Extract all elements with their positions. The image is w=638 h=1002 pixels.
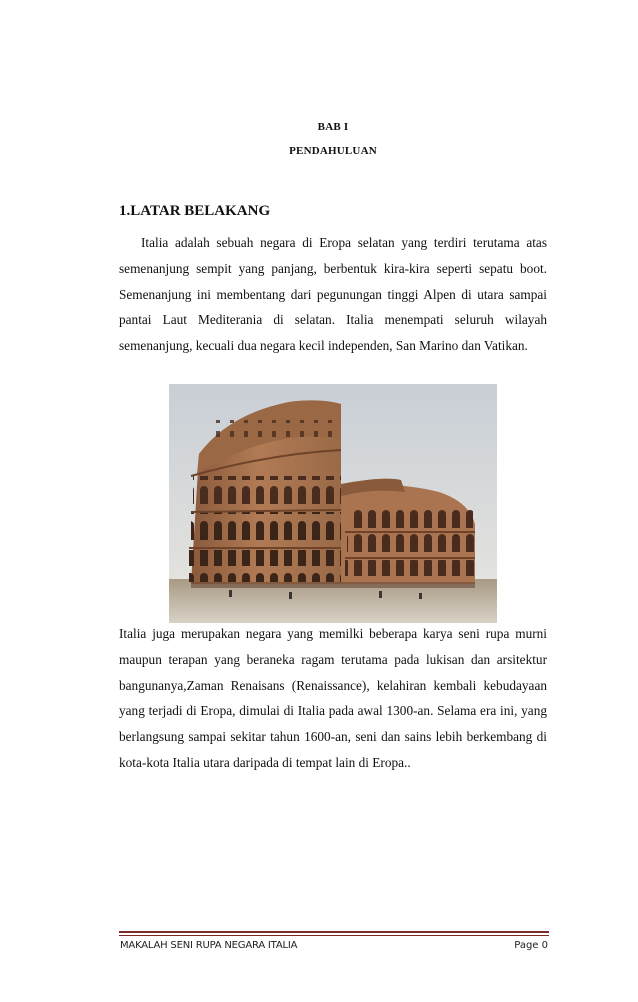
- footer-rule-thin: [119, 935, 549, 936]
- paragraph-intro: Italia adalah sebuah negara di Eropa selatan yang terdiri terutama atas semenanjung sempit yang panjang, berbentuk kira-kira seperti sepatu boot. Semenanjung ini membentang dari pegunungan tinggi Alpen di utara sampai pantai Laut Mediterania di selatan. Italia menempati seluruh wilayah semenanjung, kecuali dua negara kecil independen, San Marino dan Vatikan.: [119, 235, 547, 354]
- chapter-number: BAB I: [317, 121, 349, 133]
- footer-page-number: Page 0: [514, 940, 548, 951]
- section-heading: 1.LATAR BELAKANG: [119, 203, 271, 219]
- footer-document-title: MAKALAH SENI RUPA NEGARA ITALIA: [120, 940, 298, 951]
- paragraph-art: Italia juga merupakan negara yang memilki beberapa karya seni rupa murni maupun terapan yang beraneka ragam terutama pada lukisan dan arsitektur bangunanya,Zaman Renaisans (Renaissance), kelahiran kembali kebudayaan yang terjadi di Eropa, dimulai di Italia pada awal 1300-an. Selama era ini, yang berlangsung sampai sekitar tahun 1600-an, seni dan sains lebih berkembang di kota-kota Italia utara daripada di tempat lain di Eropa..: [119, 626, 547, 770]
- colosseum-image: [169, 384, 497, 623]
- chapter-title: PENDAHULUAN: [289, 145, 377, 157]
- footer-rule: [119, 931, 549, 933]
